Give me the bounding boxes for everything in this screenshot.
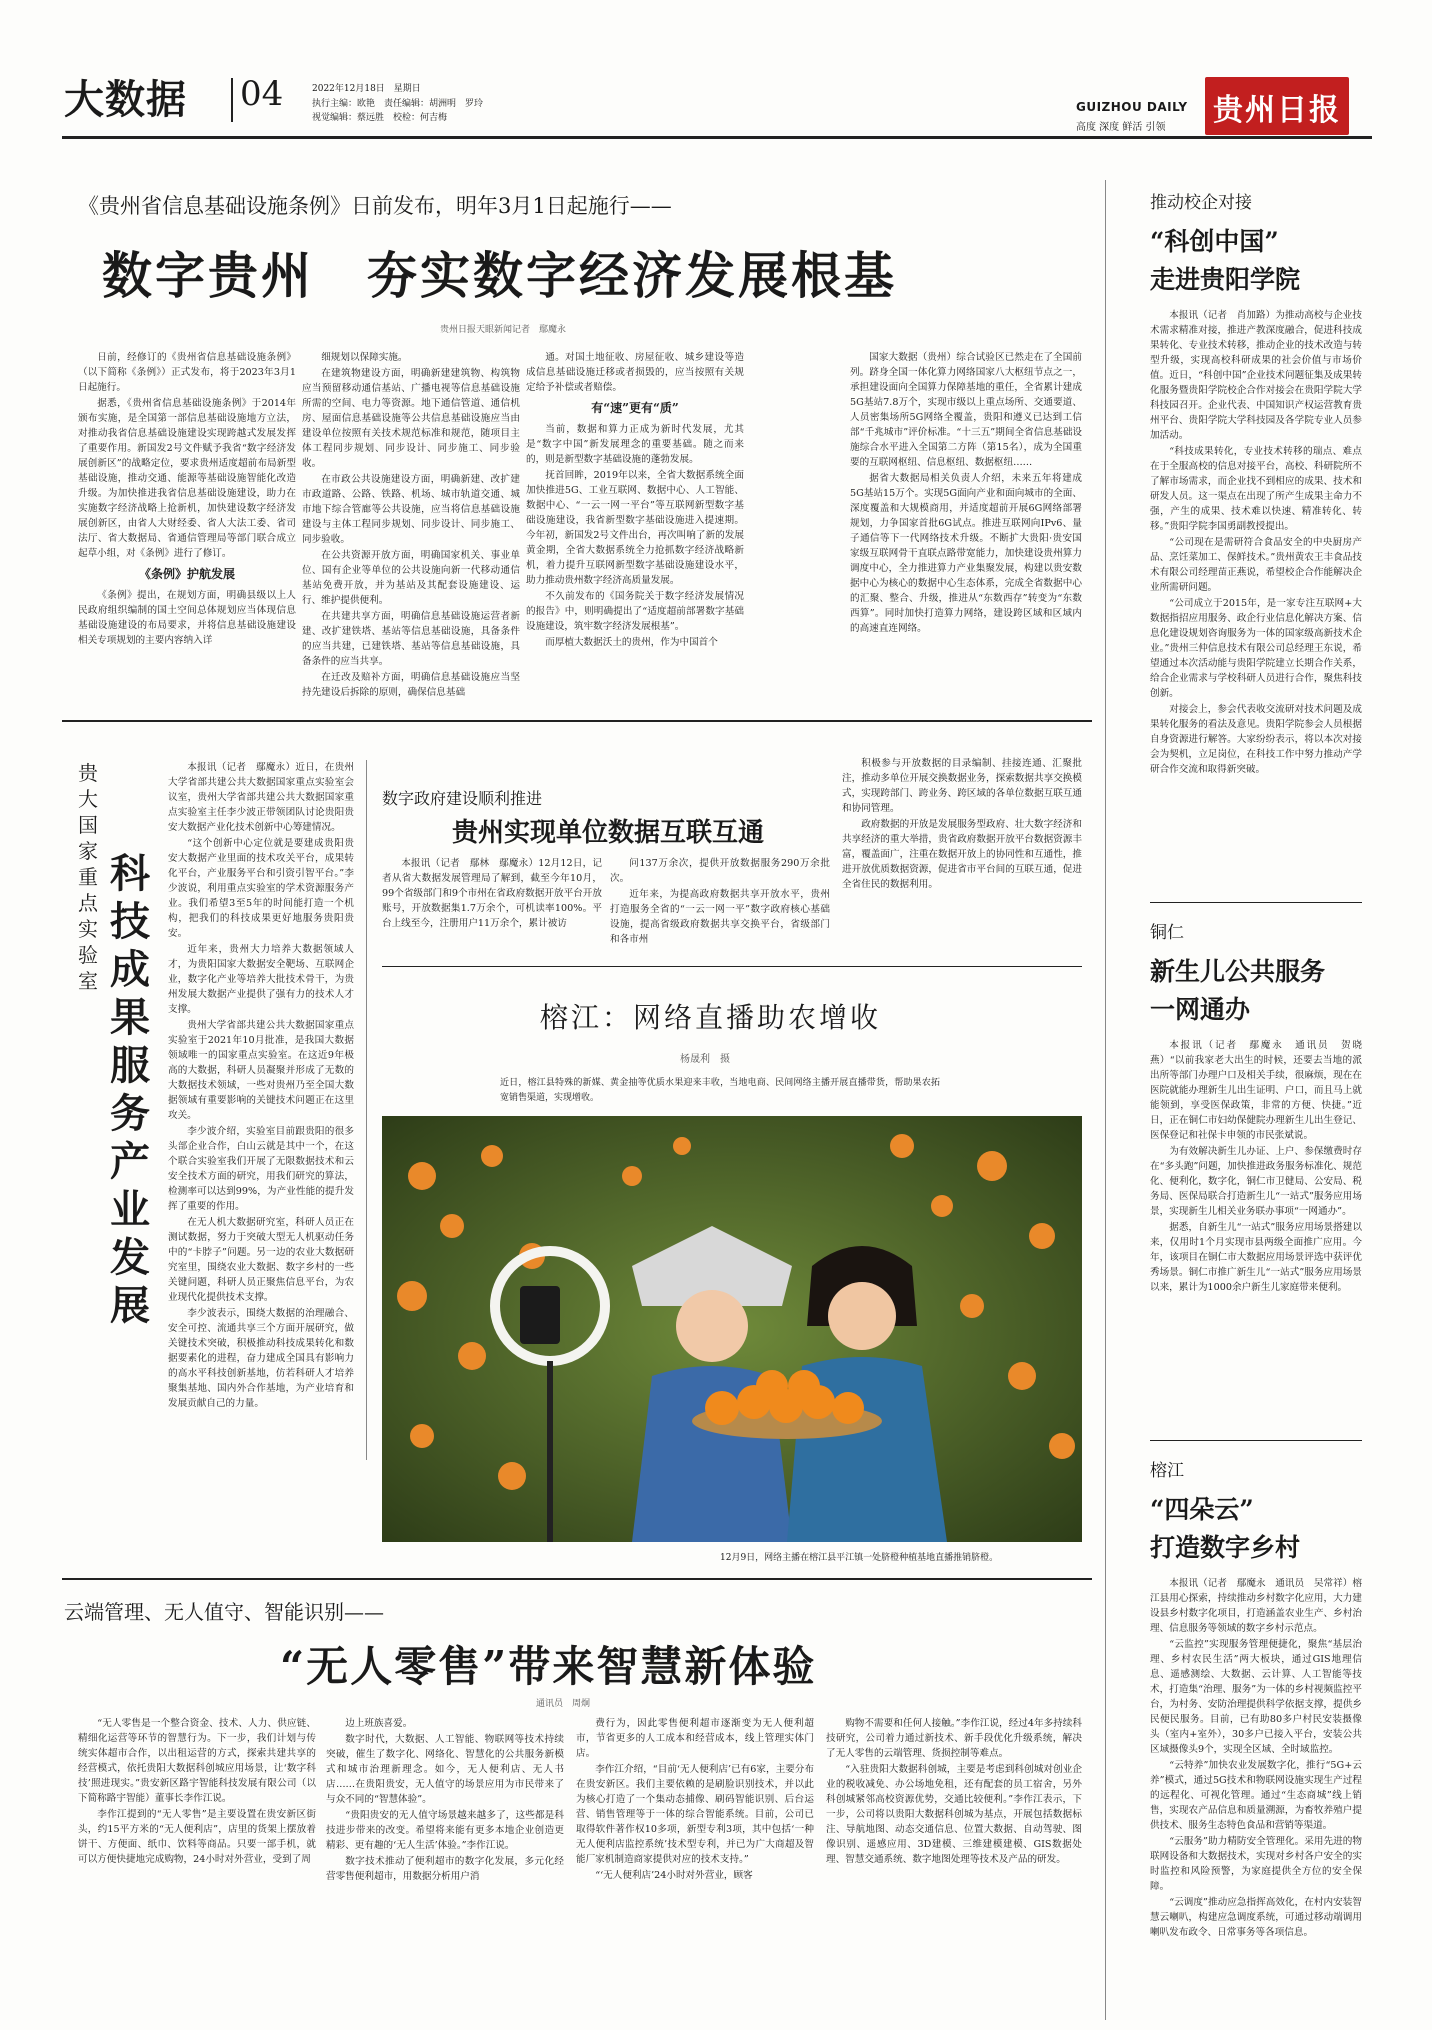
- editors-line-2: 视觉编辑：蔡远胜 校检：何吉梅: [312, 113, 448, 123]
- lab-vertical-title: 科技成果服务产业发展: [110, 850, 150, 1329]
- lead-column-4: [850, 350, 1082, 698]
- livestream-photo: [382, 1116, 1082, 1542]
- paragraph: “‘无人便利店’24小时对外营业，顾客: [595, 1870, 753, 1881]
- paper-logo-text: 贵州日报: [1213, 93, 1341, 128]
- paragraph: 购物不需要和任何人接触。”李作江说，经过4年多持续科技研究，公司着力通过新技术、新手段优化升级系统，解决了无人零售的云端管理、货损控制等难点。: [826, 1718, 1082, 1759]
- paragraph: 本报讯（记者 肖加路）为推动高校与企业技术需求精准对接，推进产教深度融合，促进科技成果转化、专业技术转移，推动企业的技术改造与转型升级，实现高校科研成果的社会价值与市场价值。近日，“科创中国”企业技术问题征集及成果转化服务暨贵阳学院校企合作对接会在贵阳学院大学科技园召开。企业代表、中国知识产权运营教育贵州平台、贵阳学院大学科技园及各学院专业人员参加活动。: [1150, 310, 1362, 441]
- paragraph: 本报讯（记者 鄢魔永 通讯员 吴常祥）榕江县用心探索，持续推动乡村数字化应用，大力建设县乡村数字化项目，打造涵盖农业生产、乡村治理、信息服务等领域的数字乡村示范点。: [1150, 1578, 1362, 1634]
- paragraph: “入驻贵阳大数据科创城，主要是考虑到科创城对创业企业的税收减免、办公场地免租，还有配套的员工宿舍，另外科创城紧邻高校资源优势，交通比较便利。”李作江表示，下一步，公司将以贵阳大数据科创城为基点，开展包括数据标注、导航地图、动态交通信息、位置大数据、自动驾驶、图像识别、遥感应用、3D建模、三维建模建模、GIS数据处理、智慧交通系统、数字地图处理等技术及产品的研发。: [826, 1764, 1082, 1865]
- paragraph: 李少波介绍，实验室目前跟贵阳的很多头部企业合作，白山云就是其中一个，在这个联合实验室我们开展了无限数据技术和云安全技术方面的研究，用我们研究的算法，检测率可以达到99%，为产业性能的提升发挥了重要的作用。: [168, 1126, 354, 1212]
- photo-frame: [382, 1116, 1082, 1542]
- sidebar-rule-2: [1150, 1440, 1362, 1441]
- subhead: 有“速”更有“质”: [591, 401, 679, 415]
- sidebar-a-title-1: “科创中国”: [1150, 227, 1279, 256]
- gov-headline: 贵州实现单位数据互联互通: [452, 818, 765, 848]
- lead-column-3: [526, 350, 744, 698]
- gov-bottom-rule: [382, 966, 1082, 967]
- paragraph: 近年来，为提高政府数据共享开放水平，贵州打造服务全省的“一云一网一平”数字政府核心基础设施，提高省级政府数据共享交换平台，省级部门和各市州: [610, 889, 830, 945]
- sidebar-b-title-1: 新生儿公共服务: [1150, 957, 1326, 986]
- sidebar-a-body: [1150, 308, 1362, 894]
- paragraph: 不久前发布的《国务院关于数字经济发展情况的报告》中，则明确提出了“适度超前部署数字基础设施建设，筑牢数字经济发展根基”。: [526, 591, 744, 632]
- sidebar-rule-1: [1150, 902, 1362, 903]
- paragraph: “无人零售是一个整合资金、技术、人力、供应链、精细化运营等环节的智慧行为。下一步，我们计划与传统实体超市合作，以出租运营的方式，探索共建共享的经营模式，依托贵阳大数据科创城应用场景，让‘数字科技’照进现实。”贵安新区路宇智能科技发展有限公司（以下简称路宇智能）董事长李作江说。: [78, 1718, 316, 1804]
- retail-column-1: [78, 1716, 316, 2016]
- paragraph: 政府数据的开放是发展服务型政府、壮大数字经济和共享经济的重大举措，贵省政府数据开放平台数据资源丰富，覆盖面广，注重在数据开放上的协同性和互通性，推进开放优质数据资源，促进省市平台间的互联互通，促进全省住民的数据利用。: [842, 819, 1082, 890]
- paragraph: 数字技术推动了便利超市的数字化发展，多元化经营零售便利超市，用数据分析用户消: [326, 1856, 564, 1882]
- retail-headline: “无人零售”带来智慧新体验: [280, 1642, 817, 1691]
- paragraph: 据悉，自新生儿“一站式”服务应用场景搭建以来，仅用时1个月实现市县两级全面推广应用。今年，该项目在铜仁市大数据应用场景评选中获评优秀场景。铜仁市推广新生儿“一站式”服务应用场景以来，累计为1000余户新生儿家庭带来便利。: [1150, 1222, 1362, 1293]
- lead-headline: 数字贵州 夯实数字经济发展根基: [102, 246, 897, 305]
- sidebar-b-title-2: 一网通办: [1150, 995, 1251, 1024]
- paragraph: “科技成果转化，专业技术转移的瑞点、难点在于全服高校的信息对接平台，高校、科研院所不了解市场需求，而企业找不到相应的成果、技术和研发人员。这一渠点在出现了所产生成果主命力不强，产生的成果、技术难以快速、精准转化、转移。”贵阳学院李国勇副教授提出。: [1150, 446, 1362, 532]
- sidebar-a-title-2: 走进贵阳学院: [1150, 265, 1301, 294]
- sidebar-c-title-1: “四朵云”: [1150, 1495, 1254, 1524]
- paragraph: 费行为，因此零售便利超市逐渐变为无人便利超市，节省更多的人工成本和经营成本，线上管理实体门店。: [576, 1718, 814, 1759]
- lead-byline: 贵州日报天眼新闻记者 鄢魔永: [440, 325, 567, 335]
- paragraph: 在迁改及赔补方面，明确信息基础设施应当坚持先建设后拆除的原则，确保信息基础: [302, 672, 520, 698]
- paragraph: 当前，数据和算力正成为新时代发展，尤其是“数字中国”新发展理念的重要基础。随之而来的，则是新型数字基础设施的蓬勃发展。: [526, 424, 744, 465]
- page-divider: [231, 78, 233, 122]
- photo-bottom-rule: [62, 1578, 1092, 1580]
- page-number: 04: [240, 74, 284, 114]
- lab-divider: [366, 760, 367, 1460]
- photo-intro: 近日，榕江县特殊的新媒、黄金抽等优质水果迎来丰收，当地电商、民间网络主播开展直播带货，帮助果农拓宽销售渠道，实现增收。: [500, 1078, 940, 1103]
- retail-column-4: [826, 1716, 1082, 2016]
- paragraph: 李作江介绍，“目前‘无人便利店’已有6家，主要分布在贵安新区。我们主要依赖的是刷脸识别技术，并以此为核心打造了一个集动态捕像、刷码智能识别、后台运营、销售管理等于一体的综合智能系统。目前，公司已取得软件著作权10多项，新型专利3项，其中包括‘一种无人便利店监控系统’技术型专利，并已为广大商超及智能厂家机制造商家提供对应的技术支持。”: [576, 1764, 814, 1865]
- date-line: 2022年12月18日 星期日: [312, 84, 421, 94]
- paragraph: 抚首回眸，2019年以来，全省大数据系统全面加快推进5G、工业互联网、数据中心、人工智能、数据中心、“一云一网一平台”等互联网新型数字基础设施建设，我省新型数字基础设施进入提速期。今年初，新国发2号文件出台，再次叫响了新的发展黄金期，全省大数据系统全力抢抓数字经济战略新机，着力提升互联网新型数字基础设施建设水平，助力推动贵州数字经济高质量发展。: [526, 470, 744, 586]
- sidebar-a-kicker: 推动校企对接: [1150, 193, 1252, 213]
- paragraph: 据省大数据局相关负责人介绍，未来五年将建成5G基站15万个。实现5G面向产业和面向城市的全面、深度覆盖和大规模商用，并适度超前开展6G网络部署规划，力争国家首批6G试点。推进互联网向IPv6、量子通信等下一代网络技术升级。不断扩大贵阳·贵安国家级互联网骨干直联点路带宽能力，加快建设贵州算力调度中心，全力推进算力产业集聚发展，构建以贵安数据中心为核心的数据中心生态体系，完成全省数据中心的汇聚、整合、升级，推进从“东数西存”转变为“东数西算”。同时加快打造算力网络，建设跨区域和区域内的高速直连网络。: [850, 473, 1082, 634]
- paragraph: 边上班族喜爱。: [345, 1718, 413, 1729]
- paragraph: 本报讯（记者 鄢魔永）近日，在贵州大学省部共建公共大数据国家重点实验室会议室，贵州大学省部共建公共大数据国家重点实验室主任李少波正带领团队讨论贵阳贵安大数据产业化技术创新中心筹建情况。: [168, 762, 354, 833]
- sidebar-c-body: [1150, 1576, 1362, 2016]
- sidebar-b-kicker: 铜仁: [1150, 923, 1184, 943]
- paragraph: 《条例》提出，在规划方面，明确县级以上人民政府组织编制的国土空间总体规划应当体现信息基础设施建设的布局要求，并将信息基础设施建设相关专项规划的主要内容纳入详: [78, 590, 296, 646]
- paragraph: 国家大数据（贵州）综合试验区已然走在了全国前列。跻身全国一体化算力网络国家八大枢纽节点之一，承担建设面向全国算力保障基地的重任，全省累计建成5G基站7.8万个，实现市级以上重点场所、交通要道、人员密集场所5G网络全覆盖，贵阳和遵义已达到工信部“千兆城市”评价标准。“十三五”期间全省信息基础设施综合水平进入全国第二方阵（第15名），成为全国重要的互联网枢纽、信息枢纽、数据枢纽……: [850, 352, 1082, 468]
- paper-english-name: GUIZHOU DAILY: [1076, 100, 1188, 114]
- paragraph: “公司成立于2015年，是一家专注互联网+大数据指招应用服务、政企行业信息化解决方案、信息化建设规划咨询服务为一体的国家级高新技术企业。”贵州三仲信息技术有限公司总经理王东说，希望通过本次活动能与贵阳学院建立长期合作关系，给合企业需求与学校科研人员进行合作，聚焦科技创新。: [1150, 598, 1362, 699]
- paragraph: 本报讯（记者 鄢林 鄢魔永）12月12日，记者从省大数据发展管理局了解到，截至今年10月，99个省级部门和9个市州在省政府数据开放平台开放账号，开放数据集1.7万余个，可机读率100%。平台上线至今，注册用户11万余个，累计被访: [382, 858, 602, 929]
- paragraph: 为有效解决新生儿办证、上户、参保缴费时存在“多头跑”问题，加快推进政务服务标准化、规范化、便利化，数字化，铜仁市卫健局、公安局、税务局、医保局联合打造新生儿“一站式”服务应用场景，实现新生儿相关业务联办事项“一网通办”。: [1150, 1146, 1362, 1217]
- sidebar-c-kicker: 榕江: [1150, 1461, 1184, 1481]
- photo-headline: 榕江：网络直播助农增收: [540, 1001, 882, 1034]
- paragraph: 在建筑物建设方面，明确新建建筑物、构筑物应当预留移动通信基站、广播电视等信息基础设施所需的空间、电力等资源。地下通信管道、通信机房、屋面信息基础设施等公共信息基础设施应当由建设单位按照有关技术规范标准和规范，随项目主体工程同步规划、同步设计、同步施工、同步验收。: [302, 368, 520, 469]
- paragraph: 在无人机大数据研究室，科研人员正在测试数据，努力于突破大型无人机驱动任务中的“卡脖子”问题。另一边的农业大数据研究室里，围绕农业大数据、数字乡村的一些关键问题，科研人员正聚焦信息平台，为农业现代化提供技术支撑。: [168, 1217, 354, 1303]
- masthead-rule: [62, 136, 1372, 139]
- gov-kicker: 数字政府建设顺利推进: [382, 789, 543, 808]
- paragraph: 李作江提到的“无人零售”是主要设置在贵安新区街头，约15平方米的“无人便利店”，店里的货架上摆放着饼干、方便面、纸巾、饮料等商品。只要一部手机，就可以方便快捷地完成购物，24小时对外营业，受到了周: [78, 1809, 316, 1865]
- sidebar-b-body: [1150, 1038, 1362, 1430]
- paragraph: 在市政公共设施建设方面，明确新建、改扩建市政道路、公路、铁路、机场、城市轨道交通、城市地下综合管廊等公共设施，应当将信息基础设施建设与主体工程同步规划、同步设计、同步施工、同步验收。: [302, 474, 520, 545]
- retail-byline: 通讯员 周炯: [536, 1699, 591, 1709]
- paragraph: “云特养”加快农业发展数字化，推行“5G+云养”模式，通过5G技术和物联网设施实现生产过程的远程化、可视化管理。通过“生态商城”线上销售，实现农产品信息和质量溯源，为畜牧养殖户提供技术、服务生态特色食品和营销等渠道。: [1150, 1760, 1362, 1831]
- paragraph: 在公共资源开放方面，明确国家机关、事业单位、国有企业等单位的公共设施向新一代移动通信基站免费开放，并为基站及其配套设施建设、运行、维护提供便利。: [302, 550, 520, 606]
- retail-column-3: [576, 1716, 814, 2016]
- paragraph: 对接会上，参会代表收交流研对技术问题及成果转化服务的看法及意见。贵阳学院参会人员根据自身资源进行解答。大家纷纷表示，将以本次对接会为契机，立足岗位，在科技工作中努力推动产学研合作交流和取得新突破。: [1150, 704, 1362, 775]
- sidebar-divider: [1105, 180, 1106, 2020]
- paragraph: 数字时代，大数据、人工智能、物联网等技术持续突破，催生了数字化、网络化、智慧化的公共服务新模式和城市治理新理念。如今，无人便利店、无人书店……在贵阳贵安，无人值守的场景应用为市民带来了与众不同的“智慧体验”。: [326, 1734, 564, 1805]
- lead-kicker: 《贵州省信息基础设施条例》日前发布，明年3月1日起施行——: [78, 194, 672, 218]
- paragraph: 日前，经修订的《贵州省信息基础设施条例》（以下简称《条例》）正式发布，将于2023年3月1日起施行。: [78, 352, 296, 393]
- lab-vertical-kicker: 贵大国家重点实验室: [78, 761, 98, 993]
- paragraph: “贵阳贵安的无人值守场景越来越多了，这些都是科技进步带来的改变。希望将来能有更多本地企业创造更精彩、更有趣的‘无人生活’体验。”李作江说。: [326, 1810, 564, 1851]
- paragraph: 据悉，《贵州省信息基础设施条例》于2014年颁布实施，是全国第一部信息基础设施地方立法，对推动我省信息基础设施建设实现跨越式发展发挥了重要作用。新国发2号文件赋予我省“数字经济发展创新区”的战略定位，要求贵州适度超前布局新型基础设施，推动交通、能源等基础设施智能化改造升级。为加快推进我省信息基础设施建设，助力在实施数字经济战略上抢新机，加快建设数字经济发展创新区，由省人大财经委、省人大法工委、省司法厅、省大数据局、省通信管理局等部门联合成立起草小组，对《条例》进行了修订。: [78, 398, 296, 559]
- paragraph: “公司现在是需研符合食品安全的中央厨房产品、烹饪菜加工、保鲜技术。”贵州黄农王丰食品技术有限公司经理苗正燕说，希望校企合作能解决企业所需研问题。: [1150, 537, 1362, 593]
- paragraph: 在共建共享方面，明确信息基础设施运营者新建、改扩建铁塔、基站等信息基础设施，具备条件的应当共建，已建铁塔、基站等信息基础设施，具备条件的应当共享。: [302, 611, 520, 667]
- subhead: 《条例》护航发展: [138, 567, 235, 581]
- photo-byline: 杨晟利 摄: [680, 1054, 730, 1065]
- gov-column-3: [842, 756, 1082, 952]
- section-title: 大数据: [64, 76, 187, 123]
- masthead: [0, 0, 1432, 133]
- lead-column-1: [78, 350, 296, 698]
- paragraph: 通。对国土地征收、房屋征收、城乡建设等造成信息基础设施迁移或者损毁的，应当按照有关规定给予补偿或者赔偿。: [526, 352, 744, 393]
- paragraph: “这个创新中心定位就是要建成贵阳贵安大数据产业里面的技术攻关平台，成果转化平台，产业服务平台和引资引智平台。”李少波说，利用重点实验室的学术资源服务产业。我们希望3至5年的时间能打造一个机构，把我们的科技成果更好地服务贵阳贵安。: [168, 838, 354, 939]
- paragraph: “云服务”助力精防安全管理化。采用先进的物联网设备和大数据技术，实现对乡村各户安全的实时监控和风险预警，为家庭提供全方位的安全保障。: [1150, 1836, 1362, 1892]
- paragraph: 贵州大学省部共建公共大数据国家重点实验室于2021年10月批准，是我国大数据领域唯一的国家重点实验室。在这近9年极高的大数据，科研人员凝聚并形成了无数的大数据技术领域，一些对贵州乃至全国大数据领域有重要影响的关键技术问题正在这里攻关。: [168, 1020, 354, 1121]
- paragraph: “云调度”推动应急指挥高效化，在村内安装智慧云喇叭，构建应急调度系统，可通过移动端调用喇叭发布政令、日常事务等各项信息。: [1150, 1897, 1362, 1938]
- photo-caption: 12月9日，网络主播在榕江县平江镇一处脐橙种植基地直播推销脐橙。: [720, 1553, 999, 1563]
- paper-slogan: 高度 深度 鲜活 引领: [1076, 122, 1166, 133]
- editors-line-1: 执行主编：欧艳 责任编辑：胡洲明 罗玲: [312, 99, 484, 109]
- retail-column-2: [326, 1716, 564, 2016]
- paragraph: 而厚植大数据沃土的贵州，作为中国首个: [545, 637, 718, 648]
- gov-column-1: [382, 856, 602, 956]
- gov-column-2: [610, 856, 830, 956]
- paragraph: “云监控”实现服务管理便捷化，聚焦“基层治理、乡村农民生活”两大板块，通过GIS地理信息、遥感测绘、大数据、云计算、人工智能等技术，打造集“治理、服务”为一体的乡村视频监控平台，为村务、安防治理提供科学依据支撑，提供乡民便民服务。目前，已有助80多户村民安装摄像头（室内+室外），30多户已接入平台，安装公共区域摄像头9个，实现全区域、全时域监控。: [1150, 1639, 1362, 1755]
- paragraph: 积极参与开放数据的目录编制、挂接连通、汇聚批注，推动多单位开展交换数据业务，探索数据共享交换模式，实现跨部门、跨业务、跨区域的各单位数据互联互通和协同管理。: [842, 758, 1082, 814]
- retail-kicker: 云端管理、无人值守、智能识别——: [64, 1600, 384, 1624]
- lab-body: [168, 760, 354, 1460]
- paragraph: 近年来，贵州大力培养大数据领域人才，为贵阳国家大数据安全靶场、互联网企业，数字化产业等培养大批技术骨干，为贵州发展大数据产业提供了强有力的技术人才支撑。: [168, 944, 354, 1015]
- paper-logo: [1205, 77, 1349, 135]
- sidebar-c-title-2: 打造数字乡村: [1150, 1533, 1301, 1562]
- lead-bottom-rule: [62, 720, 1092, 722]
- paragraph: 李少波表示，围绕大数据的治理融合、安全可控、流通共享三个方面开展研究，做关键技术突破，积极推动科技成果转化和数据要素化的进程，奋力建成全国具有影响力的高水平科技创新基地，仿若科研人才培养聚集基地、国内外合作基地，为产业培育和发展贡献自己的力量。: [168, 1308, 354, 1409]
- paragraph: 细规划以保障实施。: [321, 352, 408, 363]
- lead-column-2: [302, 350, 520, 698]
- paragraph: 本报讯（记者 鄢魔永 通讯员 贺晓燕）“以前我家老大出生的时候，还要去当地的派出所等部门办理户口及相关手续，很麻烦，现在在医院就能办理新生儿出生证明、户口，而且马上就能领到，享受医保政策，非常的方便、快捷。”近日，正在铜仁市妇幼保健院办理新生儿出生登记、医保登记和社保卡申领的市民张斌说。: [1150, 1040, 1362, 1141]
- paragraph: 问137万余次，提供开放数据服务290万余批次。: [610, 858, 830, 884]
